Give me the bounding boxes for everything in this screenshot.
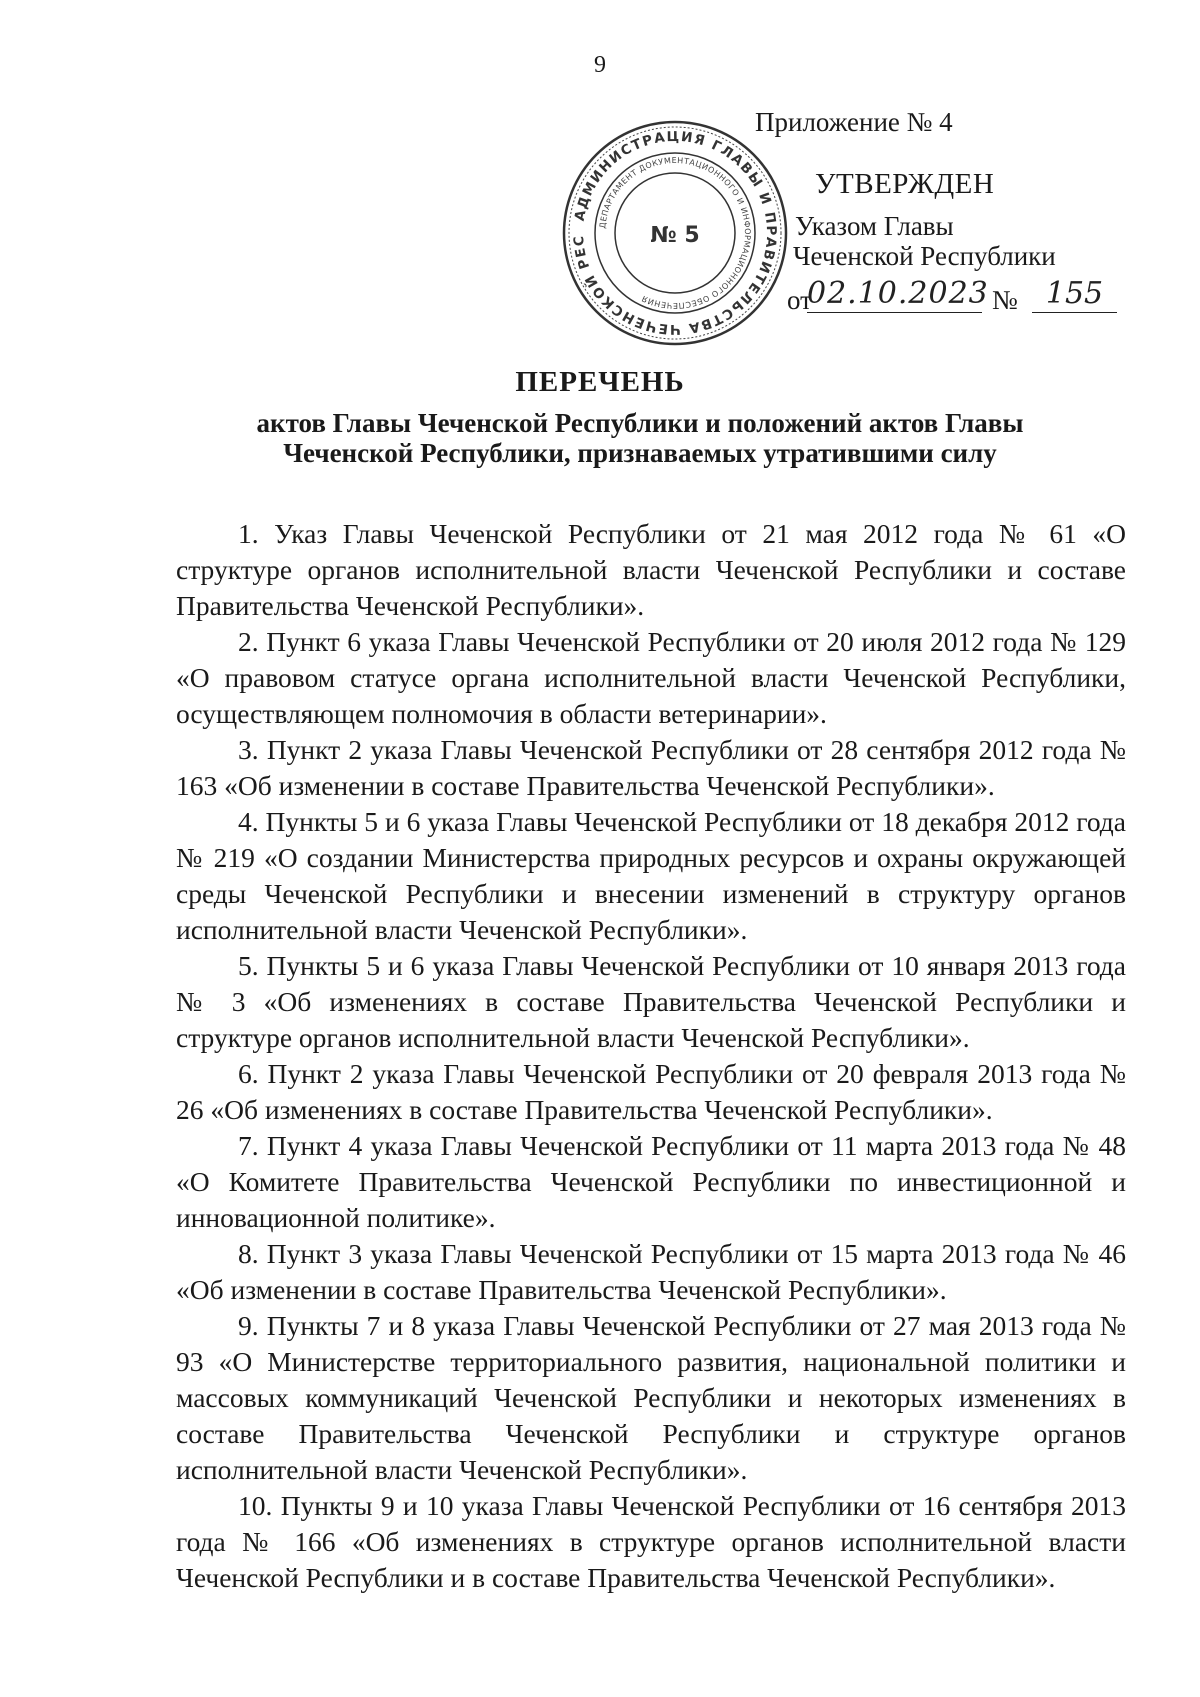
list-item: 5. Пункты 5 и 6 указа Главы Чеченской Республики от 10 января 2013 года № 3 «Об изменениях в составе Правительства Чеченской Республики и структуре органов исполнительной власти Чеченской Республики».: [176, 950, 1126, 1053]
seal-ring-text: АДМИНИСТРАЦИЯ ГЛАВЫ И ПРАВИТЕЛЬСТВА ЧЕЧЕНСКОЙ РЕС: [570, 128, 780, 338]
page-number: 9: [594, 52, 606, 78]
date-prefix: от: [787, 285, 812, 315]
seal-graphic: [560, 118, 790, 348]
seal-center-text: № 5: [650, 223, 700, 248]
acts-list: [176, 516, 1126, 1596]
list-item: 7. Пункт 4 указа Главы Чеченской Республики от 11 марта 2013 года № 48 «О Комитете Правительства Чеченской Республики по инвестиционной и инновационной политике».: [176, 1130, 1126, 1233]
official-seal-stamp: [560, 118, 790, 348]
annex-title: Приложение № 4: [755, 107, 953, 137]
list-item: 1. Указ Главы Чеченской Республики от 21 мая 2012 года № 61 «О структуре органов исполнительной власти Чеченской Республики и составе Правительства Чеченской Республики».: [176, 518, 1126, 621]
list-item: 10. Пункты 9 и 10 указа Главы Чеченской Республики от 16 сентября 2013 года № 166 «Об изменениях в структуре органов исполнительной власти Чеченской Республики и в составе Правительства Чеченской Республики».: [176, 1490, 1126, 1593]
list-item: 2. Пункт 6 указа Главы Чеченской Республики от 20 июля 2012 года № 129 «О правовом статусе органа исполнительной власти Чеченской Республики, осуществляющем полномочия в области ветеринарии».: [176, 626, 1126, 729]
list-item: 3. Пункт 2 указа Главы Чеченской Республики от 28 сентября 2012 года № 163 «Об изменении в составе Правительства Чеченской Республики».: [176, 734, 1126, 801]
decree-date-row: [787, 276, 1127, 316]
decree-date-handwritten: 02.10.2023: [807, 276, 989, 311]
list-item: 8. Пункт 3 указа Главы Чеченской Республики от 15 марта 2013 года № 46 «Об изменении в составе Правительства Чеченской Республики».: [176, 1238, 1126, 1305]
list-item: 9. Пункты 7 и 8 указа Главы Чеченской Республики от 27 мая 2013 года № 93 «О Министерстве территориального развития, национальной политики и массовых коммуникаций Чеченской Республики и некоторых изменениях в составе Правительства Чеченской Республики и структуре органов исполнительной власти Чеченской Республики».: [176, 1310, 1126, 1485]
decree-number-handwritten: 155: [1032, 276, 1117, 313]
document-subtitle: актов Главы Чеченской Республики и положений актов Главы Чеченской Республики, признаваемых утратившими силу: [256, 408, 1024, 468]
approved-label: УТВЕРЖДЕН: [815, 168, 995, 200]
approved-by-republic: Чеченской Республики: [793, 241, 1056, 271]
document-title: ПЕРЕЧЕНЬ: [515, 366, 685, 398]
approved-by: Указом Главы: [795, 211, 954, 241]
seal-inner-text: ДЕПАРТАМЕНТ ДОКУМЕНТАЦИОННОГО И ИНФОРМАЦИОННОГО ОБЕСПЕЧЕНИЯ: [598, 155, 753, 311]
list-item: 4. Пункты 5 и 6 указа Главы Чеченской Республики от 18 декабря 2012 года № 219 «О создании Министерства природных ресурсов и охраны окружающей среды Чеченской Республики и внесении изменений в структуру органов исполнительной власти Чеченской Республики».: [176, 806, 1126, 945]
list-item: 6. Пункт 2 указа Главы Чеченской Республики от 20 февраля 2013 года № 26 «Об изменениях в составе Правительства Чеченской Республики».: [176, 1058, 1126, 1125]
number-label: №: [992, 285, 1018, 315]
